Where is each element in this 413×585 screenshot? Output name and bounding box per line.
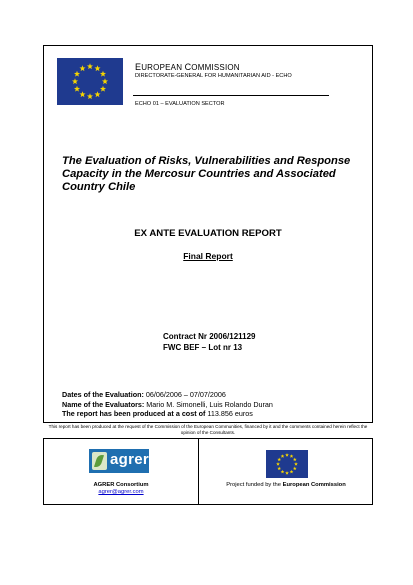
evaluation-details xyxy=(62,390,273,419)
funding-statement: Project funded by the European Commission xyxy=(226,482,346,488)
evaluation-dates: Dates of the Evaluation: 06/06/2006 – 07/07/2006 xyxy=(62,390,226,399)
footer-box xyxy=(43,438,373,505)
evaluation-sector: ECHO 01 – EVALUATION SECTOR xyxy=(135,101,225,107)
agrer-logo-text: agrer xyxy=(110,451,150,468)
report-title: The Evaluation of Risks, Vulnerabilities and Response Capacity in the Mercosur Countries and Associated Country Chile xyxy=(62,155,351,193)
report-type: EX ANTE EVALUATION REPORT xyxy=(134,228,282,239)
agrer-logo xyxy=(89,449,149,473)
header-divider xyxy=(133,95,329,96)
organization-name: EUROPEAN COMMISSION xyxy=(135,62,240,72)
contract-info xyxy=(163,331,256,353)
consortium-name: AGRER Consortium xyxy=(93,482,149,488)
framework-lot: FWC BEF – Lot nr 13 xyxy=(163,343,243,352)
footer-divider xyxy=(198,439,199,504)
contract-number: Contract Nr 2006/121129 xyxy=(163,332,256,341)
report-status: Final Report xyxy=(183,251,233,261)
consortium-email-link[interactable]: agrer@agrer.com xyxy=(98,489,144,495)
report-cost: The report has been produced at a cost of 113.856 euros xyxy=(62,409,253,418)
disclaimer-text: This report has been produced at the request of the Commission of the European Communities, financed by it and the comments contained herein reflect the opinion of the Consultants. xyxy=(48,424,368,435)
evaluator-names: Name of the Evaluators: Mario M. Simonelli, Luis Rolando Duran xyxy=(62,399,273,409)
eu-flag-small-icon xyxy=(266,450,308,478)
eu-flag-icon xyxy=(57,58,123,105)
leaf-icon xyxy=(92,452,107,470)
directorate-general: DIRECTORATE-GENERAL FOR HUMANITARIAN AID - ECHO xyxy=(135,73,292,79)
